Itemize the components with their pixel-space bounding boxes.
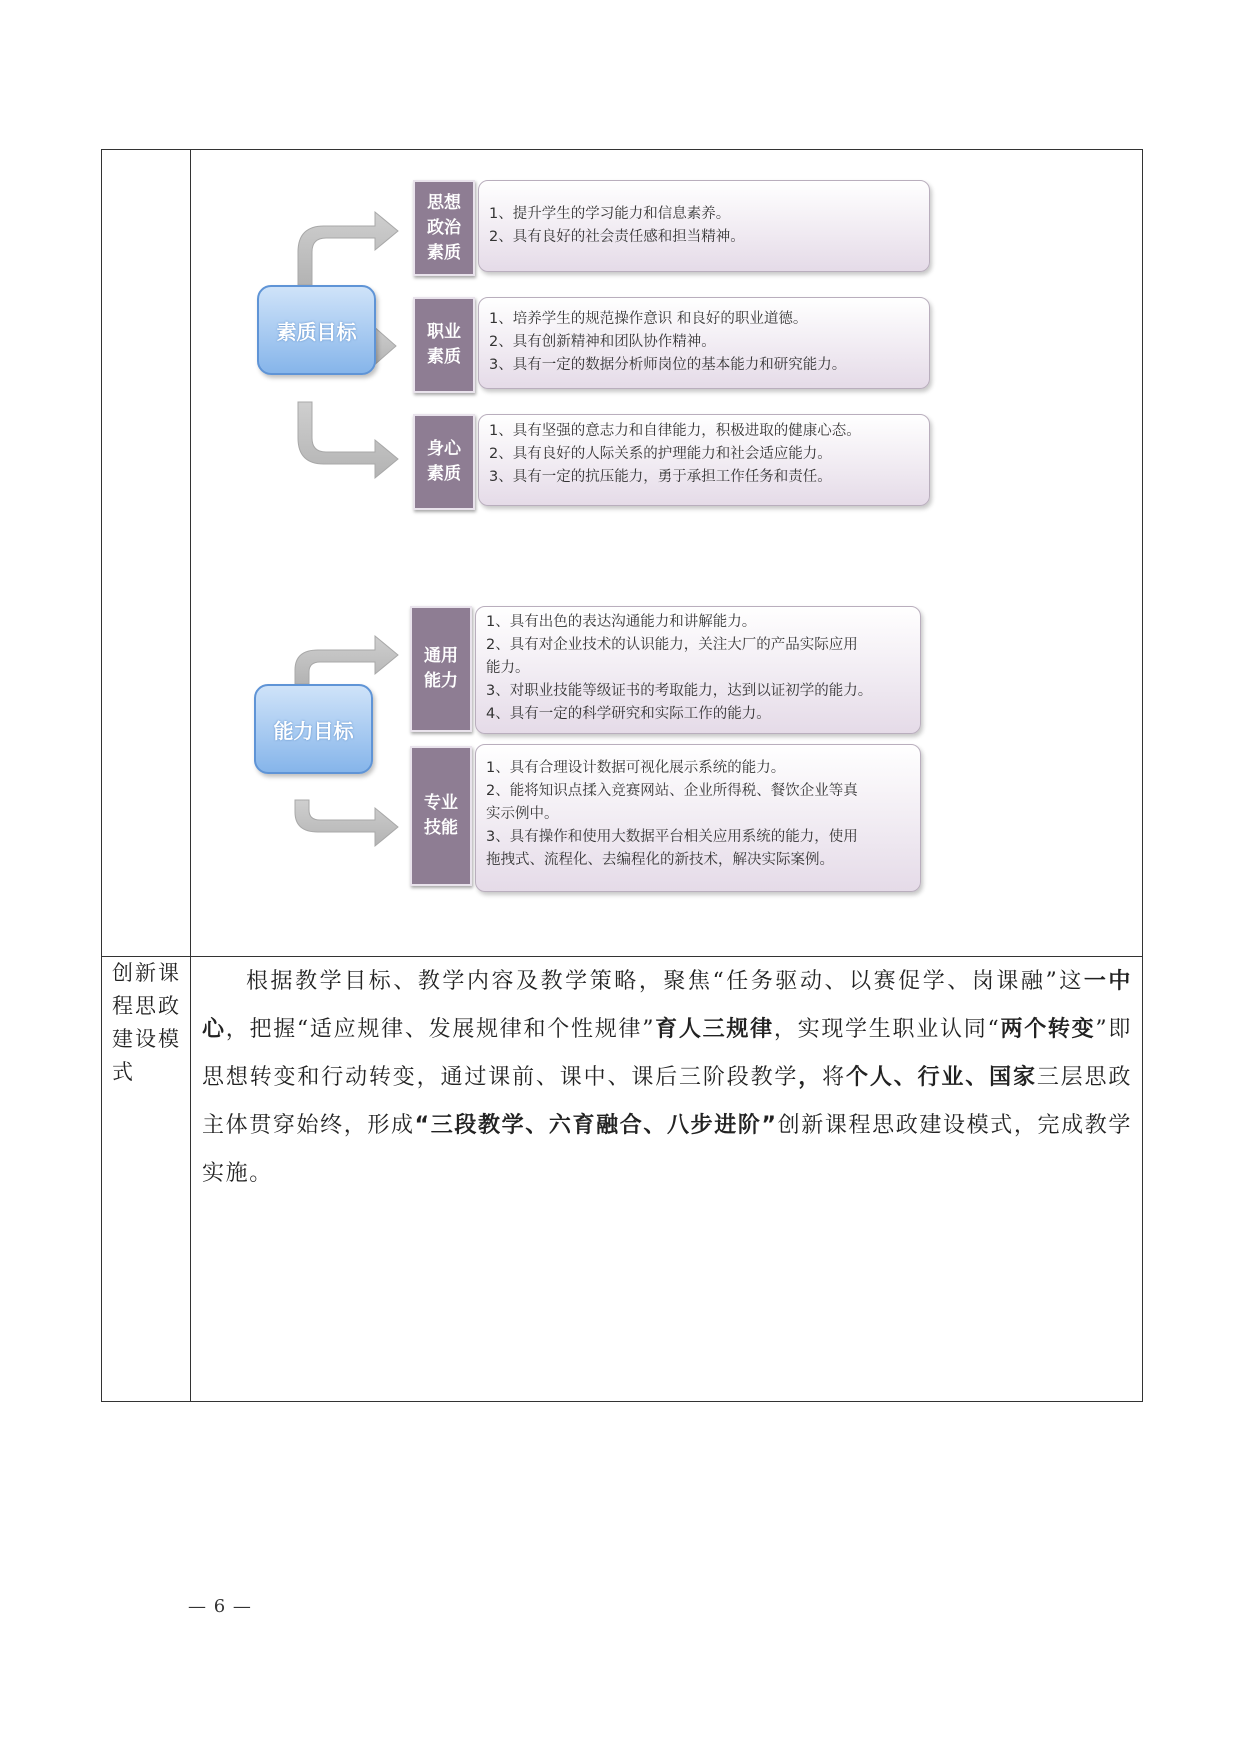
category-label-shenxin: 身心 素质 <box>413 414 475 510</box>
content-box-zhuanye <box>475 744 921 892</box>
content-line: 4、具有一定的科学研究和实际工作的能力。 <box>486 706 771 722</box>
arrow-down-1 <box>298 402 398 478</box>
category-label-sixiang: 思想 政治 素质 <box>413 180 475 276</box>
section-paragraph <box>202 958 1132 1198</box>
paragraph-run-bold: 育人三规律 <box>655 1017 774 1042</box>
content-line: 3、具有一定的抗压能力，勇于承担工作任务和责任。 <box>489 469 832 485</box>
content-box-shenxin <box>478 414 930 506</box>
paragraph-run: 创新课程思政建设模式，完成教学实施。 <box>202 1113 1132 1186</box>
paragraph-run: ，实现学生职业认同“ <box>773 1017 1001 1042</box>
paragraph-run: 根据教学目标、教学内容及教学策略，聚焦“任务驱动、以赛促学、岗课融”这 <box>246 969 1084 994</box>
content-line: 3、具有一定的数据分析师岗位的基本能力和研究能力。 <box>489 357 847 373</box>
category-label-zhiye: 职业 素质 <box>413 297 475 393</box>
paragraph-run-bold: ， <box>798 1065 823 1090</box>
content-box-tongyong <box>475 606 921 734</box>
content-line: 1、具有坚强的意志力和自律能力，积极进取的健康心态。 <box>489 423 861 439</box>
content-line: 2、具有创新精神和团队协作精神。 <box>489 334 716 350</box>
content-line: 1、培养学生的规范操作意识 和良好的职业道德。 <box>489 311 808 327</box>
content-line: 1、提升学生的学习能力和信息素养。 <box>489 206 731 222</box>
goal-box-nengli: 能力目标 <box>254 684 373 774</box>
paragraph-run-bold: 个人、行业、国家 <box>846 1065 1037 1090</box>
goal-box-suzhi: 素质目标 <box>257 285 376 375</box>
content-line: 2、具有良好的人际关系的护理能力和社会适应能力。 <box>489 446 832 462</box>
paragraph-run: ，把握“适应规律、发展规律和个性规律” <box>225 1017 656 1042</box>
paragraph-run-bold: 两个转变 <box>1000 1017 1096 1042</box>
content-line: 2、能将知识点揉入竞赛网站、企业所得税、餐饮企业等真 实示例中。 <box>486 783 858 822</box>
content-box-sixiang <box>478 180 930 272</box>
content-line: 1、具有合理设计数据可视化展示系统的能力。 <box>486 760 786 776</box>
content-line: 1、具有出色的表达沟通能力和讲解能力。 <box>486 614 757 630</box>
paragraph-run: 将 <box>822 1065 847 1090</box>
arrow-down-2 <box>295 800 398 846</box>
content-line: 3、对职业技能等级证书的考取能力，达到以证初学的能力。 <box>486 683 873 699</box>
paragraph-run: 三层思政主体贯穿始终，形成 <box>202 1065 1132 1138</box>
arrow-up-2 <box>295 636 398 684</box>
section-label: 创新课程思政建设模式 <box>112 961 181 1084</box>
content-box-zhiye <box>478 297 930 389</box>
content-line: 2、具有对企业技术的认识能力，关注大厂的产品实际应用 能力。 <box>486 637 858 676</box>
content-line: 3、具有操作和使用大数据平台相关应用系统的能力，使用 拖拽式、流程化、去编程化的新技术，解决实际案例。 <box>486 829 858 868</box>
category-label-zhuanye: 专业 技能 <box>410 746 472 886</box>
paragraph-run-bold: “三段教学、六育融合、八步进阶” <box>414 1113 778 1138</box>
paragraph-run: ”即思想转变和行动转变，通过课前、课中、课后三阶段教学 <box>202 1017 1132 1090</box>
page-number: — 6 — <box>188 1596 252 1617</box>
category-label-tongyong: 通用 能力 <box>410 606 472 732</box>
content-line: 2、具有良好的社会责任感和担当精神。 <box>489 229 745 245</box>
arrow-up-1 <box>298 212 398 285</box>
paragraph-run-bold: 一中心 <box>202 969 1132 1042</box>
